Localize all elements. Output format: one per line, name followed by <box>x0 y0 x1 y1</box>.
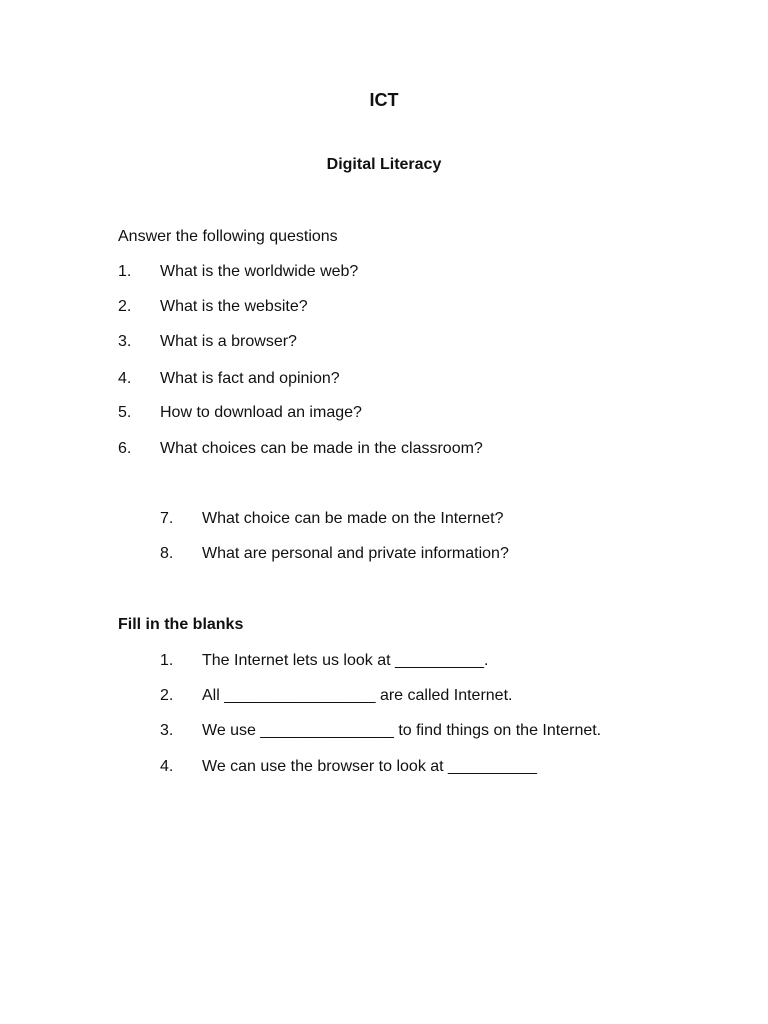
question-number: 7. <box>160 510 174 527</box>
question-text: What is the worldwide web? <box>160 263 359 280</box>
question-number: 6. <box>118 440 132 457</box>
question-number: 8. <box>160 545 174 562</box>
question-number: 3. <box>118 333 132 350</box>
blank-number: 1. <box>160 652 174 669</box>
blank-number: 3. <box>160 722 174 739</box>
question-number: 4. <box>118 370 132 387</box>
fill-blanks-heading: Fill in the blanks <box>118 616 244 633</box>
question-number: 5. <box>118 404 132 421</box>
question-text: How to download an image? <box>160 404 362 421</box>
blank-text: We use _______________ to find things on the Internet. <box>202 722 602 739</box>
question-number: 2. <box>118 298 132 315</box>
question-number: 1. <box>118 263 132 280</box>
blank-number: 2. <box>160 687 174 704</box>
question-text: What choices can be made in the classroom? <box>160 440 483 457</box>
question-text: What are personal and private information? <box>202 545 509 562</box>
blank-number: 4. <box>160 758 174 775</box>
questions-intro: Answer the following questions <box>118 228 338 245</box>
question-text: What is the website? <box>160 298 308 315</box>
blank-text: We can use the browser to look at __________ <box>202 758 538 775</box>
blank-text: The Internet lets us look at __________. <box>202 652 489 669</box>
question-text: What is fact and opinion? <box>160 370 340 387</box>
document-title: ICT <box>369 90 399 110</box>
blank-text: All _________________ are called Internet. <box>202 687 513 704</box>
document-subtitle: Digital Literacy <box>326 156 442 173</box>
question-text: What choice can be made on the Internet? <box>202 510 504 527</box>
question-text: What is a browser? <box>160 333 297 350</box>
